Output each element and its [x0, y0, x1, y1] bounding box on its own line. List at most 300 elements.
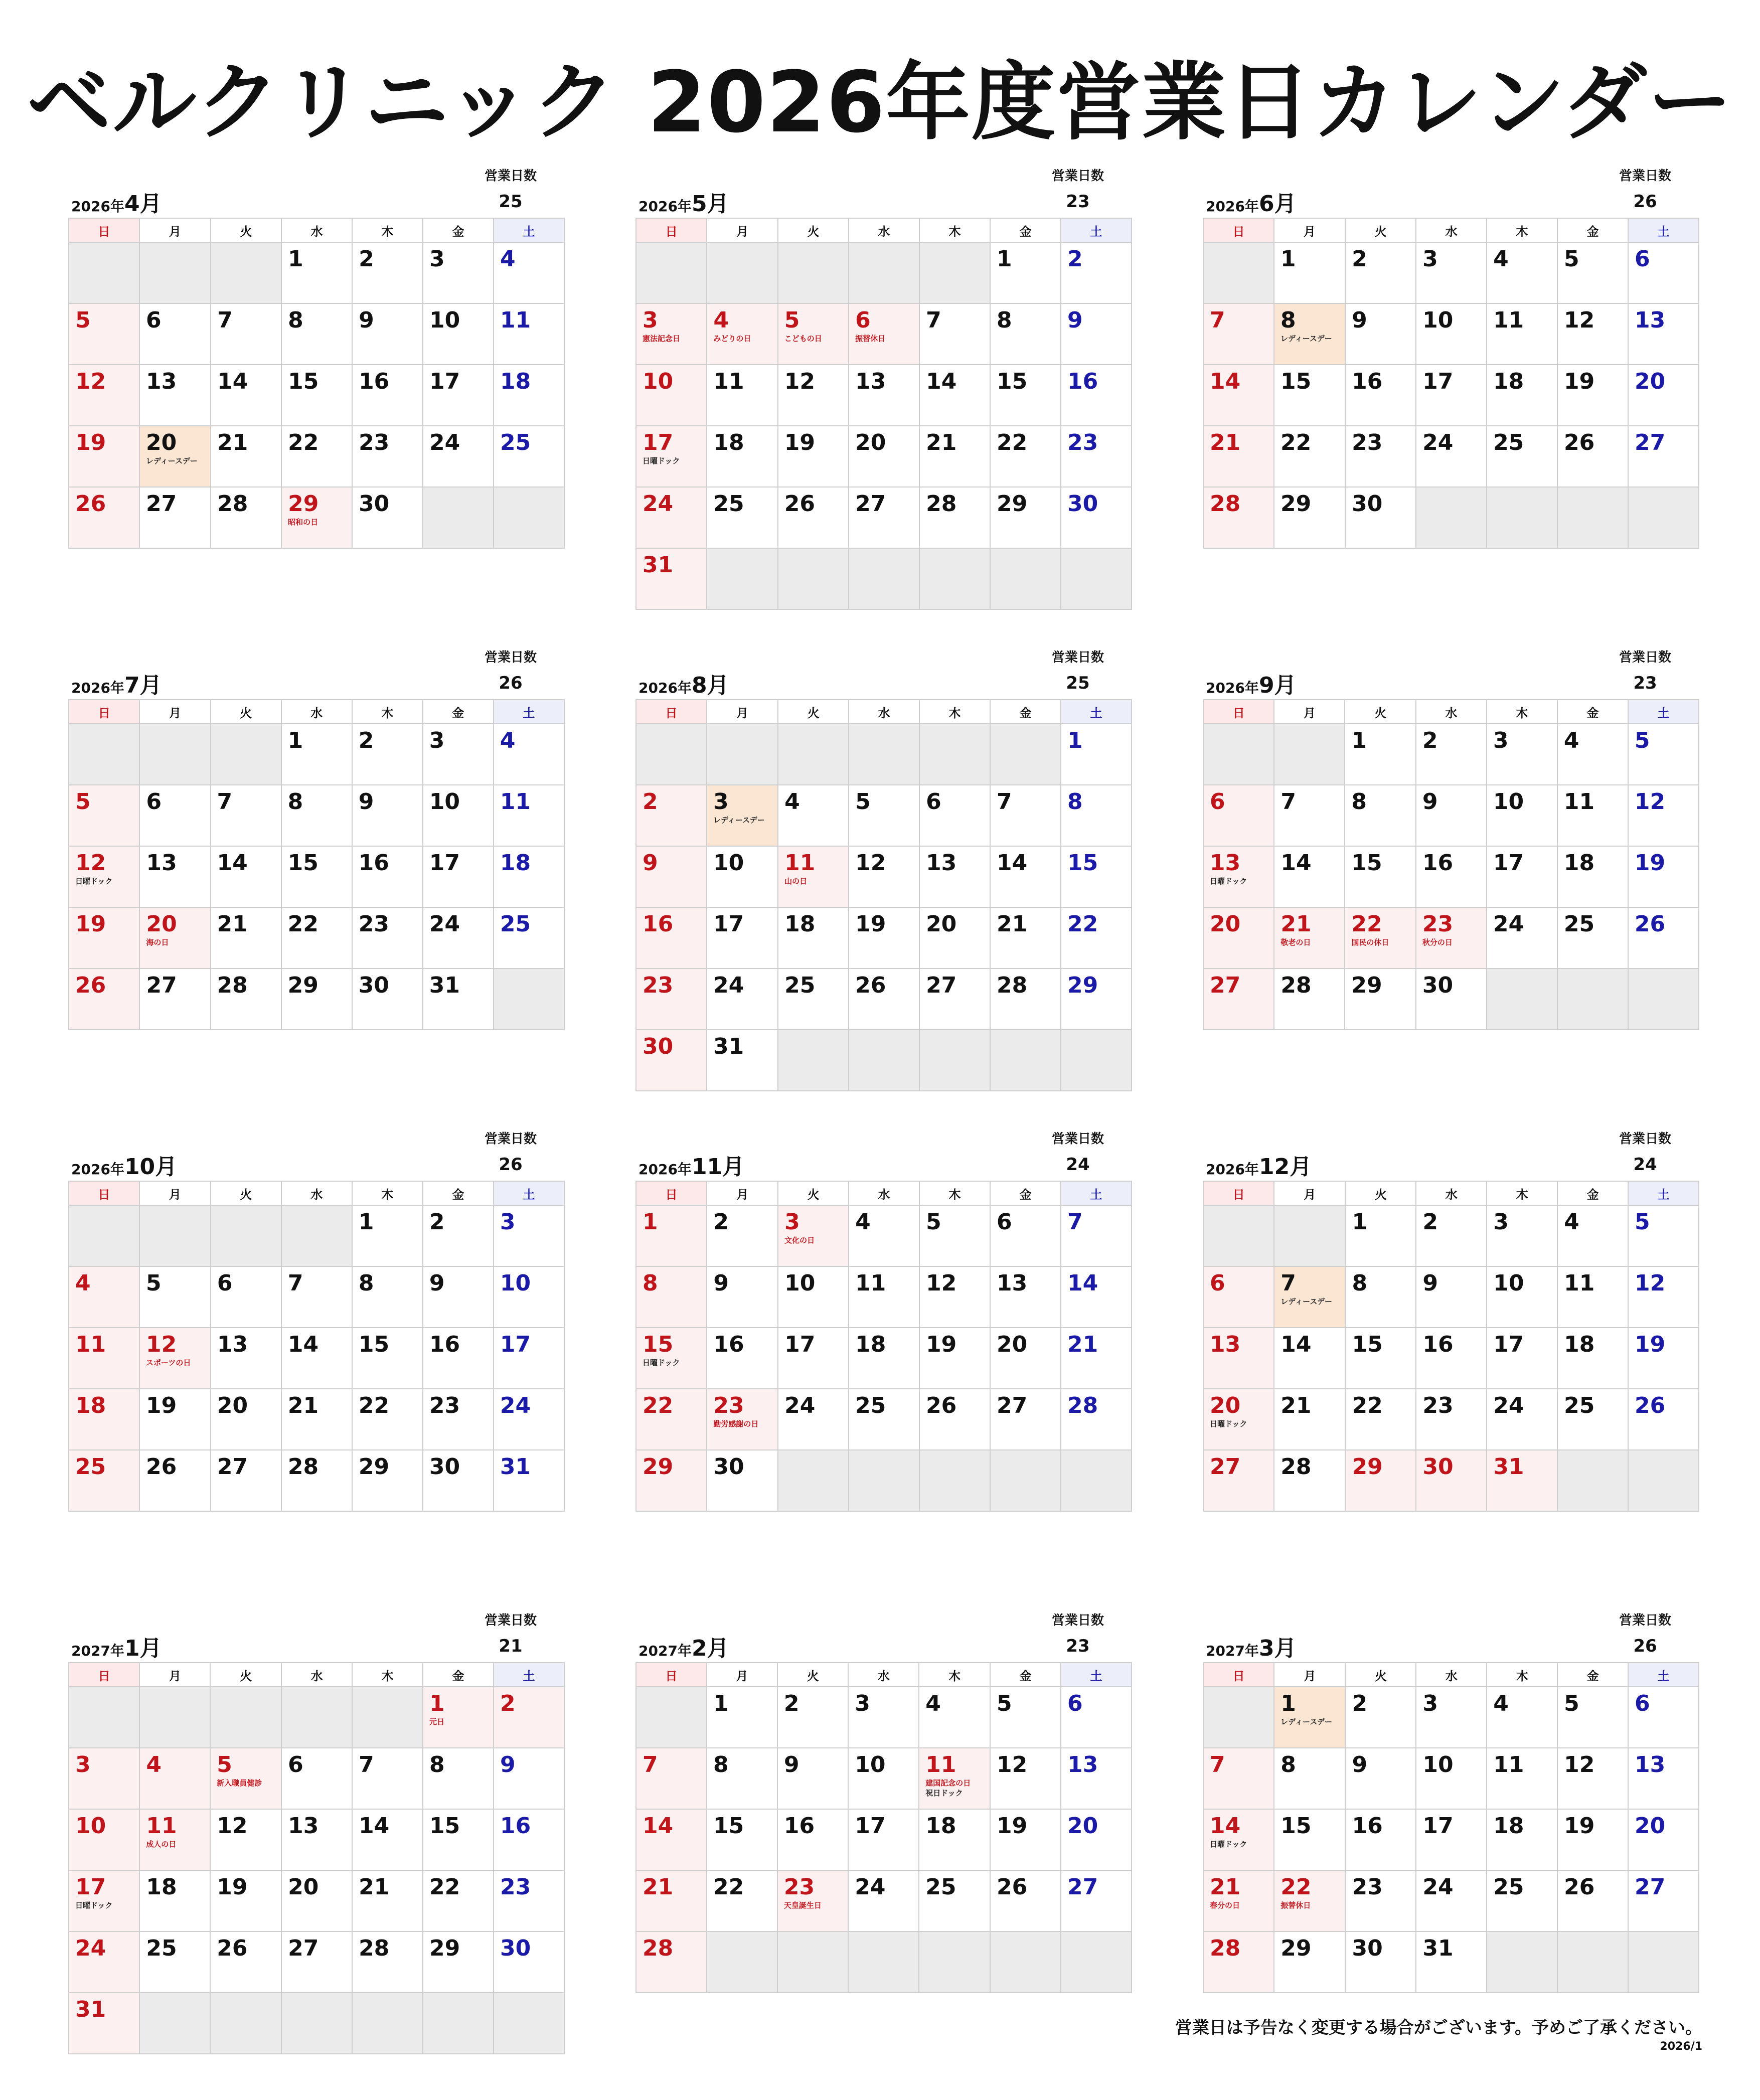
day-cell — [1628, 785, 1699, 846]
day-cell — [990, 487, 1061, 548]
day-cell — [423, 365, 494, 426]
day-number: 1 — [1352, 1209, 1368, 1235]
weekday-header: 木 — [919, 1181, 990, 1205]
day-number: 18 — [925, 1813, 956, 1839]
weekday-header: 火 — [778, 218, 849, 242]
day-number: 5 — [217, 1752, 232, 1778]
day-cell — [1487, 1205, 1557, 1266]
weekday-header: 土 — [494, 1663, 564, 1687]
day-number: 22 — [1067, 911, 1098, 937]
day-cell — [69, 1389, 139, 1450]
day-cell — [1557, 1748, 1628, 1809]
day-number: 24 — [784, 1393, 816, 1418]
day-cell — [1487, 1870, 1557, 1931]
day-cell — [778, 1389, 849, 1450]
weekday-header: 水 — [1416, 700, 1487, 724]
day-cell — [1487, 1450, 1557, 1511]
day-cell — [423, 1931, 494, 1993]
day-number: 18 — [855, 1332, 886, 1357]
business-days-count: 24 — [1066, 1155, 1090, 1175]
weekday-header: 月 — [707, 218, 777, 242]
day-number: 12 — [1564, 1752, 1595, 1778]
day-number: 16 — [1352, 369, 1383, 394]
month-heading — [638, 186, 729, 218]
day-cell — [494, 303, 564, 365]
empty-cell — [1557, 1931, 1628, 1993]
weekday-header: 日 — [636, 1663, 707, 1687]
day-number: 27 — [1210, 1454, 1241, 1480]
day-number: 8 — [287, 789, 303, 815]
empty-cell — [1203, 1687, 1274, 1748]
day-cell — [636, 1030, 707, 1091]
day-number: 26 — [1635, 1393, 1666, 1418]
day-number: 16 — [429, 1332, 460, 1357]
day-number: 26 — [997, 1874, 1028, 1900]
day-cell — [849, 1328, 919, 1389]
weekday-header: 金 — [990, 1663, 1061, 1687]
footer-note: 営業日は予告なく変更する場合がございます。予めご了承ください。 — [1175, 2018, 1702, 2038]
business-days-count: 25 — [1066, 673, 1090, 693]
weekday-header: 木 — [1487, 1181, 1557, 1205]
day-number: 15 — [287, 850, 318, 876]
day-number: 30 — [359, 491, 390, 517]
weekday-header: 日 — [69, 1663, 139, 1687]
day-cell — [1628, 303, 1699, 365]
day-number: 4 — [713, 307, 729, 333]
day-cell — [69, 968, 139, 1030]
day-cell — [494, 426, 564, 487]
day-cell — [707, 1748, 777, 1809]
day-number: 23 — [358, 911, 389, 937]
day-number: 29 — [1281, 1935, 1312, 1961]
day-number: 8 — [1280, 307, 1296, 333]
weekday-header: 日 — [1203, 1181, 1274, 1205]
weekday-header: 木 — [919, 218, 990, 242]
day-cell — [778, 968, 849, 1030]
weekday-header: 日 — [636, 218, 707, 242]
day-number: 14 — [1210, 369, 1241, 394]
day-cell — [494, 1389, 564, 1450]
day-cell — [69, 1266, 139, 1328]
month-year: 2026年 — [638, 680, 692, 696]
day-number: 27 — [288, 1935, 319, 1961]
day-cell — [1487, 1748, 1557, 1809]
day-number: 31 — [1422, 1935, 1454, 1961]
day-cell — [707, 426, 777, 487]
day-number: 15 — [643, 1332, 674, 1357]
day-number: 20 — [855, 430, 886, 455]
day-number: 5 — [146, 1270, 162, 1296]
day-cell — [281, 1328, 352, 1389]
day-number: 11 — [500, 307, 531, 333]
empty-cell — [494, 1993, 564, 2054]
day-cell — [636, 1809, 707, 1870]
day-cell — [1416, 303, 1487, 365]
day-cell — [423, 724, 494, 785]
day-cell — [1628, 1266, 1699, 1328]
day-number: 29 — [1352, 1454, 1383, 1480]
day-number: 9 — [1422, 789, 1438, 815]
day-cell — [1203, 907, 1274, 968]
day-cell — [1061, 1266, 1132, 1328]
day-number: 9 — [713, 1270, 729, 1296]
day-cell — [778, 365, 849, 426]
day-number: 24 — [429, 430, 460, 455]
day-cell — [1557, 907, 1628, 968]
day-number: 14 — [217, 850, 248, 876]
day-cell — [636, 1450, 707, 1511]
day-number: 14 — [1067, 1270, 1098, 1296]
day-number: 9 — [358, 789, 374, 815]
day-number: 20 — [1634, 369, 1666, 394]
day-number: 28 — [217, 973, 248, 998]
day-number: 1 — [1067, 728, 1083, 753]
day-number: 13 — [1635, 1752, 1666, 1778]
weekday-header: 土 — [1628, 1663, 1699, 1687]
day-number: 30 — [1352, 491, 1383, 517]
day-cell — [69, 1450, 139, 1511]
day-number: 9 — [783, 1752, 799, 1778]
day-note: 春分の日 — [1210, 1901, 1240, 1910]
day-number: 18 — [713, 430, 744, 455]
day-number: 4 — [925, 1691, 941, 1716]
day-number: 9 — [1067, 307, 1083, 333]
day-cell — [636, 968, 707, 1030]
day-number: 10 — [429, 307, 460, 333]
day-cell — [423, 968, 494, 1030]
weekday-header: 日 — [1203, 1663, 1274, 1687]
day-cell — [139, 1748, 210, 1809]
empty-cell — [848, 1931, 919, 1993]
day-cell — [494, 846, 564, 907]
weekday-header: 日 — [1203, 700, 1274, 724]
business-days-label: 営業日数 — [484, 169, 537, 184]
day-number: 27 — [1067, 1874, 1098, 1900]
day-number: 16 — [1067, 369, 1098, 394]
day-cell — [423, 242, 494, 303]
day-cell — [281, 1450, 352, 1511]
day-cell — [1416, 1931, 1487, 1993]
empty-cell — [1487, 968, 1557, 1030]
day-cell — [919, 365, 990, 426]
empty-cell — [849, 1030, 919, 1091]
weekday-header: 月 — [1274, 218, 1345, 242]
day-cell — [494, 1748, 564, 1809]
day-cell — [494, 242, 564, 303]
empty-cell — [1557, 1450, 1628, 1511]
day-number: 12 — [784, 369, 815, 394]
day-number: 25 — [713, 491, 744, 517]
day-cell — [352, 1931, 423, 1993]
day-number: 6 — [1067, 1691, 1083, 1716]
day-cell — [1557, 303, 1628, 365]
day-number: 15 — [1281, 1813, 1312, 1839]
day-cell — [352, 1389, 423, 1450]
day-cell — [849, 907, 919, 968]
day-cell — [1274, 907, 1345, 968]
day-cell — [849, 365, 919, 426]
day-cell — [707, 1809, 777, 1870]
month-table — [635, 1181, 1132, 1512]
day-cell — [636, 1328, 707, 1389]
weekday-header: 火 — [1345, 1663, 1416, 1687]
day-cell — [1557, 1870, 1628, 1931]
day-number: 10 — [1493, 789, 1524, 815]
day-number: 16 — [783, 1813, 815, 1839]
weekday-header: 火 — [1345, 218, 1416, 242]
day-number: 29 — [429, 1935, 460, 1961]
day-number: 26 — [217, 1935, 248, 1961]
day-cell — [1416, 1266, 1487, 1328]
day-number: 11 — [784, 850, 816, 876]
day-number: 29 — [1280, 491, 1312, 517]
day-number: 30 — [713, 1454, 744, 1480]
day-number: 11 — [1563, 789, 1595, 815]
day-number: 27 — [926, 973, 957, 998]
empty-cell — [778, 1450, 849, 1511]
month-heading — [1206, 667, 1297, 699]
empty-cell — [778, 242, 849, 303]
day-note: 日曜ドック — [1210, 1840, 1247, 1849]
month-year: 2026年 — [1206, 1161, 1259, 1178]
day-number: 22 — [1352, 1393, 1383, 1418]
day-number: 10 — [784, 1270, 816, 1296]
empty-cell — [636, 1687, 707, 1748]
day-cell — [69, 1748, 139, 1809]
day-number: 17 — [784, 1332, 816, 1357]
weekday-header: 水 — [281, 1181, 352, 1205]
day-cell — [990, 303, 1061, 365]
day-cell — [919, 1748, 990, 1809]
day-cell — [990, 242, 1061, 303]
day-note: 日曜ドック — [1210, 877, 1247, 886]
day-cell — [494, 1266, 564, 1328]
weekday-header: 火 — [1345, 1181, 1416, 1205]
day-number: 10 — [1422, 1752, 1454, 1778]
day-number: 15 — [1067, 850, 1098, 876]
day-cell — [1557, 1389, 1628, 1450]
day-number: 24 — [429, 911, 460, 937]
day-cell — [1274, 1450, 1345, 1511]
day-cell — [1345, 1748, 1416, 1809]
day-number: 1 — [1281, 1691, 1296, 1716]
day-number: 11 — [925, 1752, 956, 1778]
day-cell — [919, 1389, 990, 1450]
day-number: 25 — [784, 973, 816, 998]
month-year: 2026年 — [638, 198, 692, 215]
day-note: レディースデー — [1280, 334, 1332, 344]
weekday-header: 金 — [990, 218, 1061, 242]
day-number: 21 — [997, 911, 1028, 937]
day-cell — [1416, 365, 1487, 426]
month-name: 11月 — [691, 1154, 745, 1180]
month-table — [68, 699, 565, 1030]
day-cell — [1345, 846, 1415, 907]
day-cell — [636, 1870, 707, 1931]
month-name: 6月 — [1258, 191, 1297, 217]
day-number: 8 — [1351, 789, 1367, 815]
weekday-header: 土 — [1061, 1181, 1132, 1205]
day-cell — [494, 1205, 564, 1266]
day-cell — [494, 785, 564, 846]
day-number: 22 — [643, 1393, 674, 1418]
day-cell — [1345, 303, 1416, 365]
day-cell — [849, 846, 919, 907]
weekday-header: 土 — [1061, 1663, 1132, 1687]
day-number: 19 — [75, 430, 106, 455]
day-cell — [778, 1266, 849, 1328]
day-cell — [352, 1870, 423, 1931]
day-number: 20 — [997, 1332, 1028, 1357]
weekday-header: 土 — [1628, 1181, 1699, 1205]
day-number: 4 — [784, 789, 800, 815]
day-cell — [1628, 724, 1699, 785]
day-number: 21 — [359, 1874, 390, 1900]
day-number: 19 — [146, 1393, 177, 1418]
day-number: 10 — [1422, 307, 1454, 333]
day-cell — [1557, 242, 1628, 303]
day-cell — [1061, 907, 1132, 968]
day-number: 13 — [855, 369, 886, 394]
day-number: 8 — [1067, 789, 1083, 815]
day-number: 4 — [855, 1209, 871, 1235]
month-name: 1月 — [124, 1636, 162, 1661]
month-table — [68, 1662, 565, 2054]
day-cell — [139, 1809, 210, 1870]
day-number: 21 — [217, 430, 248, 455]
day-cell — [1416, 1870, 1487, 1931]
day-number: 7 — [1067, 1209, 1083, 1235]
business-days-label: 営業日数 — [1619, 650, 1671, 665]
day-number: 11 — [855, 1270, 886, 1296]
day-cell — [1487, 1328, 1557, 1389]
business-days-label: 営業日数 — [1619, 1613, 1671, 1628]
day-cell — [281, 1931, 352, 1993]
day-cell — [1628, 1748, 1699, 1809]
day-cell — [281, 1870, 352, 1931]
day-number: 3 — [855, 1691, 870, 1716]
weekday-header: 火 — [211, 1181, 281, 1205]
day-note: 日曜ドック — [75, 1901, 113, 1910]
day-number: 28 — [926, 491, 957, 517]
empty-cell — [1061, 1030, 1132, 1091]
day-cell — [848, 1809, 919, 1870]
day-cell — [1274, 846, 1345, 907]
day-number: 9 — [429, 1270, 445, 1296]
weekday-header: 水 — [1416, 218, 1487, 242]
day-note: みどりの日 — [713, 334, 751, 344]
day-cell — [69, 1328, 139, 1389]
day-cell — [707, 1205, 778, 1266]
day-cell — [1345, 907, 1415, 968]
day-number: 17 — [1493, 850, 1524, 876]
month-heading — [1206, 1630, 1297, 1662]
day-cell — [707, 1328, 778, 1389]
empty-cell — [919, 548, 990, 609]
day-number: 28 — [217, 491, 248, 517]
empty-cell — [990, 724, 1061, 785]
day-cell — [281, 242, 352, 303]
day-cell — [1203, 1450, 1274, 1511]
day-cell — [1274, 1328, 1345, 1389]
day-number: 1 — [643, 1209, 658, 1235]
day-number: 28 — [359, 1935, 390, 1961]
weekday-header: 金 — [1557, 1663, 1628, 1687]
day-number: 25 — [146, 1935, 177, 1961]
day-number: 6 — [1635, 1691, 1650, 1716]
day-number: 7 — [1210, 1752, 1225, 1778]
day-cell — [281, 426, 352, 487]
day-cell — [1274, 1748, 1345, 1809]
day-cell — [919, 846, 990, 907]
day-cell — [1487, 303, 1557, 365]
month-heading — [71, 186, 162, 218]
day-number: 26 — [75, 973, 106, 998]
day-number: 18 — [1493, 369, 1524, 394]
day-cell — [1203, 785, 1274, 846]
day-number: 3 — [784, 1209, 800, 1235]
day-cell — [1203, 426, 1274, 487]
day-number: 12 — [1635, 1270, 1666, 1296]
weekday-header: 水 — [849, 218, 919, 242]
day-number: 22 — [288, 430, 319, 455]
weekday-header: 木 — [1487, 700, 1557, 724]
day-cell — [1628, 365, 1699, 426]
day-note: 文化の日 — [784, 1236, 815, 1245]
day-number: 18 — [75, 1393, 106, 1418]
day-cell — [494, 1450, 564, 1511]
day-number: 8 — [429, 1752, 445, 1778]
weekday-header: 火 — [1345, 700, 1415, 724]
day-cell — [352, 1450, 423, 1511]
day-cell — [990, 1328, 1061, 1389]
day-number: 18 — [784, 911, 816, 937]
day-note: 憲法記念日 — [643, 334, 681, 344]
day-number: 22 — [1351, 911, 1382, 937]
empty-cell — [707, 1931, 777, 1993]
day-cell — [210, 1931, 281, 1993]
day-cell — [636, 846, 707, 907]
day-cell — [1487, 724, 1557, 785]
day-number: 21 — [926, 430, 957, 455]
day-number: 2 — [1422, 728, 1438, 753]
day-cell — [1557, 1205, 1628, 1266]
day-number: 6 — [855, 307, 871, 333]
day-cell — [1274, 1809, 1345, 1870]
day-cell — [423, 1870, 494, 1931]
empty-cell — [69, 242, 139, 303]
business-days-label: 営業日数 — [1051, 1132, 1104, 1147]
business-days-label: 営業日数 — [484, 1613, 537, 1628]
day-cell — [1061, 724, 1132, 785]
day-number: 11 — [146, 1813, 177, 1839]
day-number: 28 — [1281, 1454, 1312, 1480]
day-number: 18 — [1493, 1813, 1524, 1839]
day-cell — [1203, 303, 1274, 365]
day-number: 12 — [217, 1813, 248, 1839]
day-number: 30 — [1352, 1935, 1383, 1961]
weekday-header: 火 — [777, 1663, 848, 1687]
month-year: 2026年 — [1206, 198, 1259, 215]
empty-cell — [777, 1931, 848, 1993]
day-number: 18 — [500, 369, 531, 394]
empty-cell — [1557, 487, 1628, 548]
day-note: レディースデー — [713, 816, 765, 825]
day-cell — [1274, 426, 1345, 487]
day-number: 16 — [1422, 850, 1454, 876]
day-cell — [1274, 303, 1345, 365]
business-days-count: 24 — [1633, 1155, 1657, 1175]
